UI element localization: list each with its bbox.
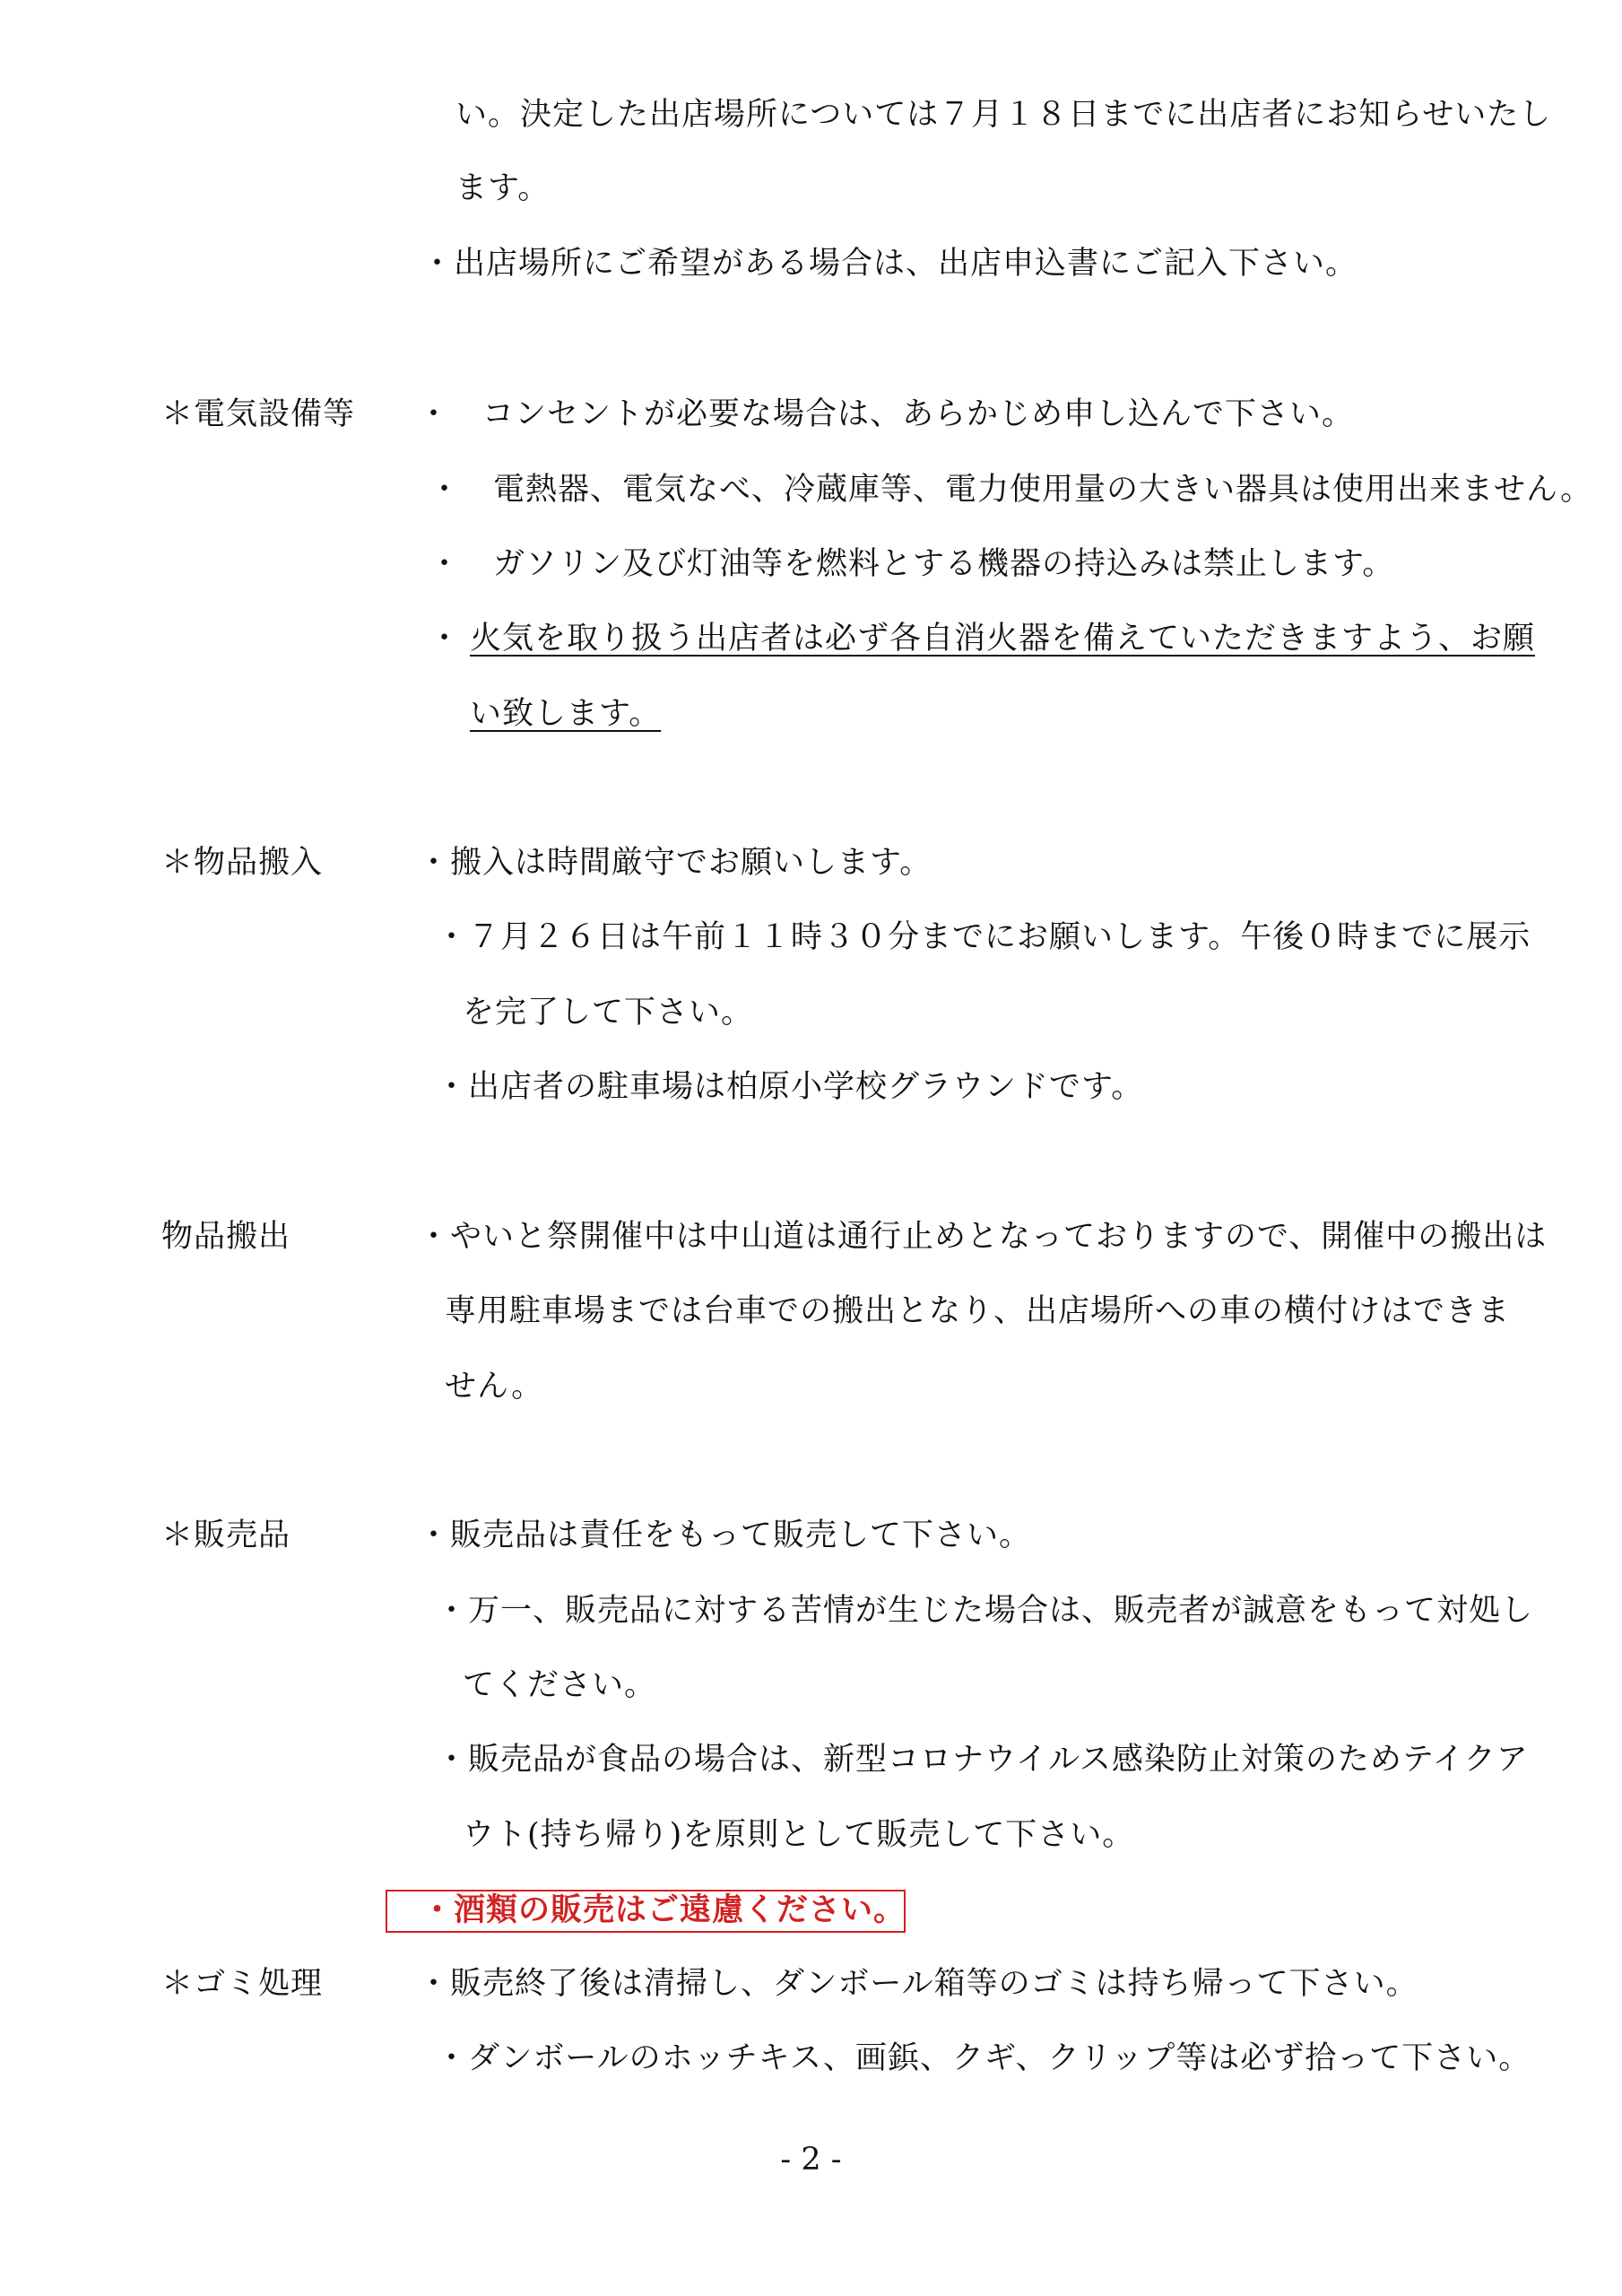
carry-in-line-1: ・搬入は時間厳守でお願いします。: [418, 845, 932, 881]
garbage-line-1: ・販売終了後は清掃し、ダンボール箱等のゴミは持ち帰って下さい。: [418, 1966, 1418, 2002]
intro-line-3: ・出店場所にご希望がある場合は、出店申込書にご記入下さい。: [421, 246, 1358, 282]
carry-in-line-4: ・出店者の駐車場は柏原小学校グラウンドです。: [436, 1069, 1144, 1105]
section-label-carry-out: 物品搬出: [161, 1219, 291, 1255]
carry-in-line-2: ・７月２６日は午前１１時３０分までにお願いします。午後０時までに展示: [436, 919, 1531, 955]
sales-line-1: ・販売品は責任をもって販売して下さい。: [418, 1518, 1032, 1553]
sales-line-4: ・販売品が食品の場合は、新型コロナウイルス感染防止対策のためテイクア: [436, 1742, 1529, 1778]
section-label-carry-in: ＊物品搬入: [161, 845, 324, 881]
garbage-line-2: ・ダンボールのホッチキス、画鋲、クギ、クリップ等は必ず拾って下さい。: [436, 2040, 1531, 2076]
electric-line-1: ・ コンセントが必要な場合は、あらかじめ申し込んで下さい。: [418, 396, 1355, 432]
section-label-garbage: ＊ゴミ処理: [161, 1966, 324, 2002]
sales-line-2: ・万一、販売品に対する苦情が生じた場合は、販売者が誠意をもって対処し: [436, 1593, 1534, 1629]
carry-out-line-2: 専用駐車場までは台車での搬出となり、出店場所への車の横付けはできま: [445, 1293, 1511, 1329]
section-label-electric: ＊電気設備等: [161, 396, 356, 432]
sales-line-3: てください。: [463, 1667, 657, 1703]
carry-out-line-1: ・やいと祭開催中は中山道は通行止めとなっておりますので、開催中の搬出は: [418, 1219, 1548, 1255]
intro-line-1: い。決定した出店場所については７月１８日までに出店者にお知らせいたし: [455, 97, 1552, 133]
alcohol-notice-text: ・酒類の販売はご遠慮ください。: [421, 1892, 906, 1928]
page-number: - 2 -: [780, 2142, 842, 2178]
carry-out-line-3: せん。: [445, 1369, 544, 1405]
electric-line-3: ・ ガソリン及び灯油等を燃料とする機器の持込みは禁止します。: [429, 546, 1395, 582]
section-label-sales: ＊販売品: [161, 1518, 291, 1553]
carry-in-line-3: を完了して下さい。: [463, 995, 754, 1031]
electric-line-4-bullet: ・: [429, 621, 462, 657]
sales-line-5: ウト(持ち帰り)を原則として販売して下さい。: [463, 1817, 1135, 1853]
electric-line-4: 火気を取り扱う出店者は必ず各自消火器を備えていただきますよう、お願: [470, 621, 1536, 657]
electric-line-5: い致します。: [470, 696, 662, 732]
intro-line-2: ます。: [455, 170, 551, 206]
electric-line-2: ・ 電熱器、電気なべ、冷蔵庫等、電力使用量の大きい器具は使用出来ません。: [429, 472, 1593, 508]
